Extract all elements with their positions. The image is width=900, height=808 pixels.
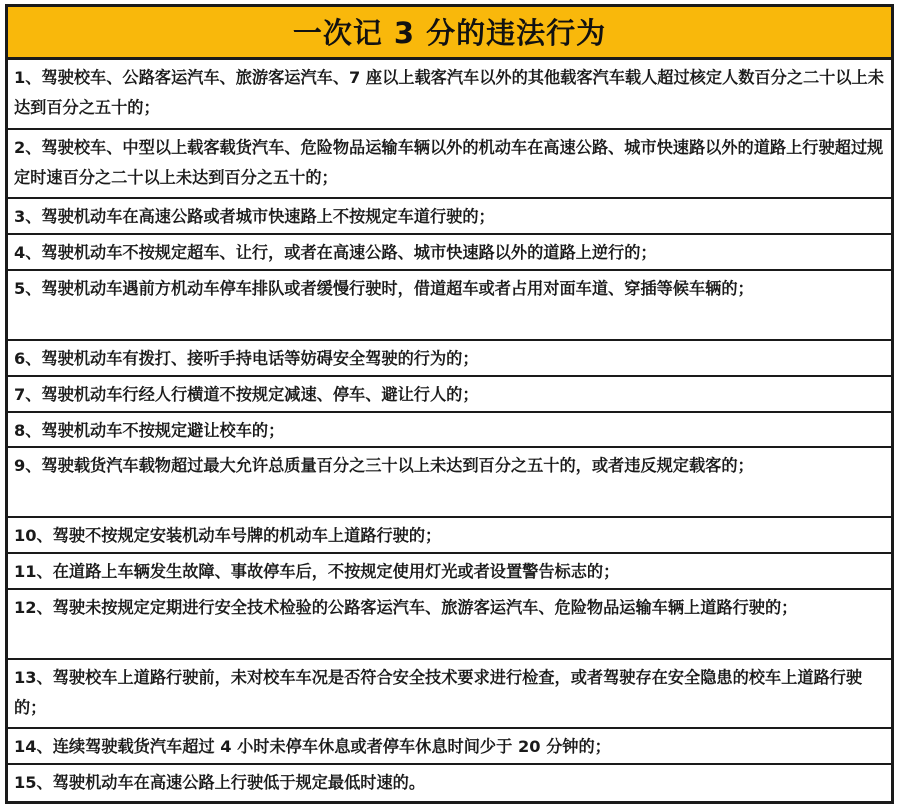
table-row: 13、驾驶校车上道路行驶前，未对校车车况是否符合安全技术要求进行检查，或者驾驶存在安全隐患的校车上道路行驶的； <box>8 660 891 730</box>
table-row: 7、驾驶机动车行经人行横道不按规定减速、停车、避让行人的； <box>8 377 891 413</box>
table-title: 一次记 3 分的违法行为 <box>8 7 891 60</box>
table-row: 8、驾驶机动车不按规定避让校车的； <box>8 413 891 449</box>
violations-table <box>5 4 894 804</box>
table-row: 12、驾驶未按规定定期进行安全技术检验的公路客运汽车、旅游客运汽车、危险物品运输车辆上道路行驶的； <box>8 590 891 660</box>
table-row: 6、驾驶机动车有拨打、接听手持电话等妨碍安全驾驶的行为的； <box>8 341 891 377</box>
table-row: 10、驾驶不按规定安装机动车号牌的机动车上道路行驶的； <box>8 518 891 554</box>
table-row: 3、驾驶机动车在高速公路或者城市快速路上不按规定车道行驶的； <box>8 199 891 235</box>
table-row: 4、驾驶机动车不按规定超车、让行，或者在高速公路、城市快速路以外的道路上逆行的； <box>8 235 891 271</box>
table-row: 15、驾驶机动车在高速公路上行驶低于规定最低时速的。 <box>14 773 426 793</box>
table-row: 1、驾驶校车、公路客运汽车、旅游客运汽车、7 座以上载客汽车以外的其他载客汽车载人超过核定人数百分之二十以上未达到百分之五十的； <box>8 60 891 130</box>
table-row: 2、驾驶校车、中型以上载客载货汽车、危险物品运输车辆以外的机动车在高速公路、城市快速路以外的道路上行驶超过规定时速百分之二十以上未达到百分之五十的； <box>8 130 891 200</box>
table-row: 9、驾驶载货汽车载物超过最大允许总质量百分之三十以上未达到百分之五十的，或者违反规定载客的； <box>8 448 891 518</box>
table-row: 14、连续驾驶载货汽车超过 4 小时未停车休息或者停车休息时间少于 20 分钟的； <box>8 729 891 765</box>
table-row: 11、在道路上车辆发生故障、事故停车后，不按规定使用灯光或者设置警告标志的； <box>8 554 891 590</box>
table-row: 5、驾驶机动车遇前方机动车停车排队或者缓慢行驶时，借道超车或者占用对面车道、穿插等候车辆的； <box>8 271 891 341</box>
